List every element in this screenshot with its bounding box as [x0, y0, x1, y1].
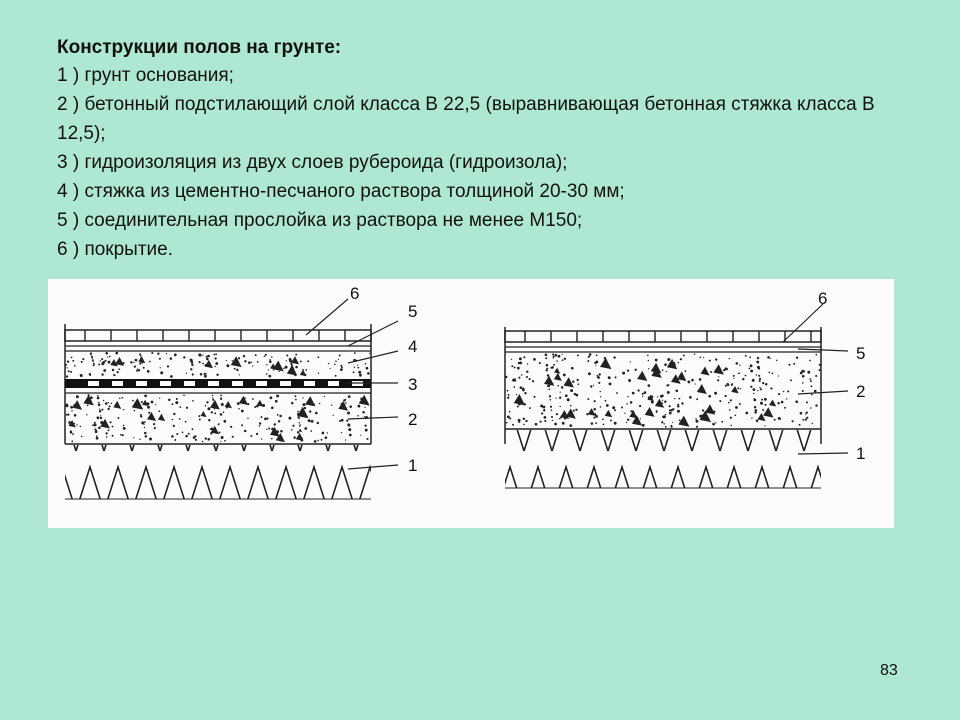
callout-left-1: 1 — [408, 456, 418, 475]
callout-right-5: 5 — [856, 344, 866, 363]
callout-left-5: 5 — [408, 302, 418, 321]
callout-right-6: 6 — [818, 289, 828, 308]
right-ground-layer — [505, 430, 821, 488]
right-section — [505, 289, 866, 488]
text-block — [57, 34, 927, 264]
left-concrete-layer — [66, 394, 370, 443]
list-item-3: 3 ) гидроизоляция из двух слоев рубероида (гидроизола); — [57, 152, 568, 173]
left-screed-layer — [65, 352, 370, 378]
list-item-5: 5 ) соединительная прослойка из раствора не менее М150; — [57, 210, 583, 231]
callout-left-6: 6 — [350, 284, 360, 303]
right-covering-layer — [505, 331, 821, 342]
list-item-1: 1 ) грунт основания; — [57, 65, 234, 86]
callout-right-1: 1 — [856, 444, 866, 463]
floor-construction-figure — [48, 279, 894, 528]
left-covering-layer — [65, 330, 371, 341]
list-item-2: 2 ) бетонный подстилающий слой класса В 22,5 (выравнивающая бетонная стяжка класса В 12,5); — [57, 94, 875, 144]
left-section — [65, 284, 417, 499]
list-item-4: 4 ) стяжка из цементно-песчаного раствора толщиной 20-30 мм; — [57, 181, 625, 202]
left-waterproofing-layer — [65, 379, 371, 388]
slide-title: Конструкции полов на грунте: — [57, 37, 342, 58]
list-item-6: 6 ) покрытие. — [57, 239, 174, 260]
right-concrete-layer — [505, 353, 821, 428]
callout-left-4: 4 — [408, 337, 418, 356]
left-ground-layer — [65, 445, 371, 499]
page-number: 83 — [880, 662, 898, 679]
callout-right-2: 2 — [856, 382, 866, 401]
callout-left-2: 2 — [408, 410, 418, 429]
callout-left-3: 3 — [408, 375, 418, 394]
floor-sections-drawing — [48, 279, 894, 528]
